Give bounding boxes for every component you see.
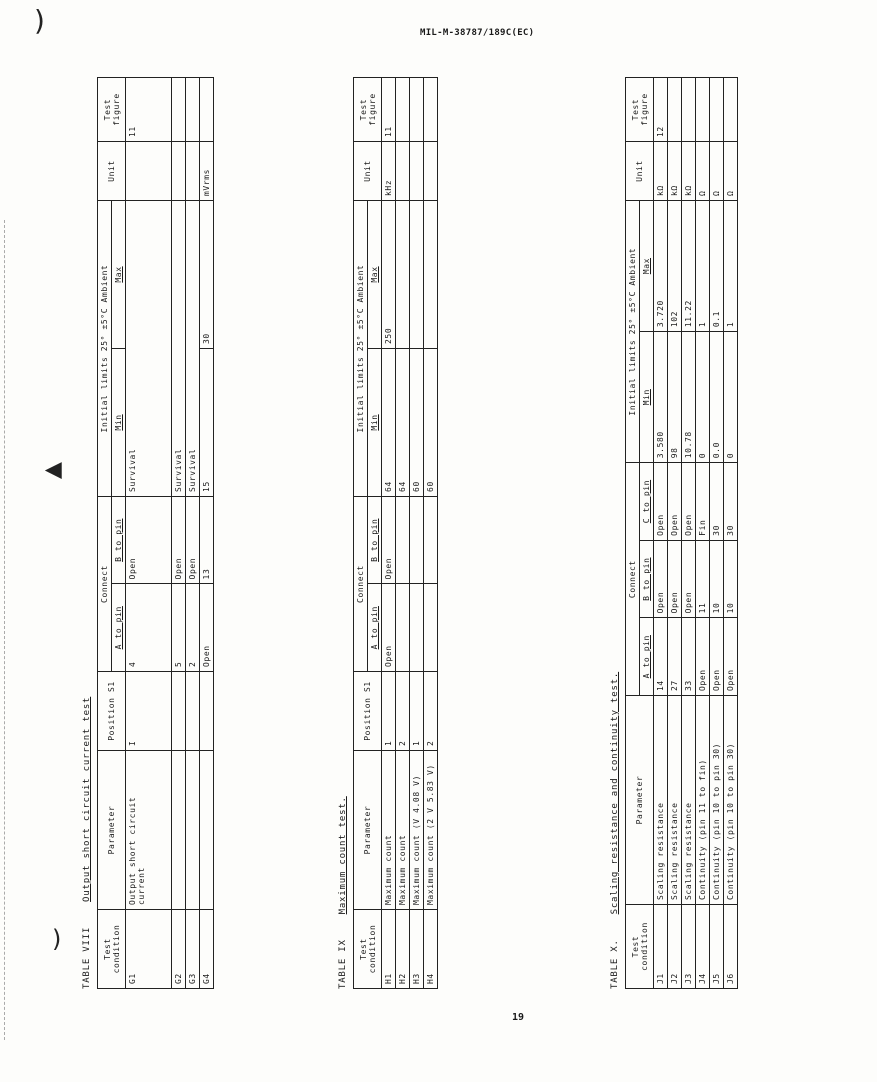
table-row bbox=[410, 78, 424, 989]
col-header-limits: Initial limits 25° ±5°C Ambient bbox=[626, 201, 640, 463]
table-cell: Open bbox=[668, 540, 682, 618]
table-viii-caption: TABLE VIII Output short circuit current test bbox=[82, 696, 92, 989]
table-cell: mVrms bbox=[200, 142, 214, 201]
table-cell bbox=[396, 584, 410, 672]
table-row bbox=[396, 78, 410, 989]
table-cell: 30 bbox=[724, 463, 738, 541]
table-cell: Open bbox=[382, 584, 396, 672]
table-cell: J6 bbox=[724, 905, 738, 989]
col-header-parameter: Parameter bbox=[354, 751, 382, 910]
table-cell: 98 bbox=[668, 332, 682, 463]
col-header-test-figure: Test figure bbox=[626, 78, 654, 142]
table-cell: Open bbox=[682, 463, 696, 541]
subheader-a-to-pin: A to pin bbox=[368, 584, 382, 672]
table-row bbox=[186, 78, 200, 989]
table-cell bbox=[396, 496, 410, 584]
table-cell: 2 bbox=[186, 584, 200, 672]
table-cell: Scaling resistance bbox=[654, 696, 668, 905]
col-header-position: Position S1 bbox=[98, 672, 126, 751]
col-header-limits: Initial limits 25° ±5°C Ambient bbox=[354, 201, 368, 497]
table-cell bbox=[424, 496, 438, 584]
col-header-test-figure: Test figure bbox=[354, 78, 382, 142]
table-row bbox=[172, 78, 186, 989]
punch-hole-mark-bottom: ) bbox=[52, 925, 62, 953]
table-cell: 3.720 bbox=[654, 201, 668, 332]
table-cell: Open bbox=[200, 584, 214, 672]
table-cell bbox=[200, 672, 214, 751]
table-cell: 15 bbox=[200, 349, 214, 497]
table-cell: J2 bbox=[668, 905, 682, 989]
table-cell: Open bbox=[654, 463, 668, 541]
table-cell: G4 bbox=[200, 910, 214, 989]
table-cell: Open bbox=[682, 540, 696, 618]
table-cell bbox=[668, 78, 682, 142]
table-cell bbox=[172, 142, 186, 201]
table-cell: Maximum count (V 4.08 V) bbox=[410, 751, 424, 910]
table-row bbox=[382, 78, 396, 989]
table-cell: 10 bbox=[710, 540, 724, 618]
table-cell: G3 bbox=[186, 910, 200, 989]
table-cell: G2 bbox=[172, 910, 186, 989]
table-cell: 102 bbox=[668, 201, 682, 332]
table-cell: 0 bbox=[724, 332, 738, 463]
table-cell bbox=[186, 142, 200, 201]
table-cell: J3 bbox=[682, 905, 696, 989]
table-cell: 1 bbox=[382, 672, 396, 751]
table-cell: Maximum count (2 V 5.83 V) bbox=[424, 751, 438, 910]
table-ix-region bbox=[338, 77, 568, 989]
table-cell: Open bbox=[710, 618, 724, 696]
table-cell: 1 bbox=[696, 201, 710, 332]
table-cell: H3 bbox=[410, 910, 424, 989]
table-x-region bbox=[610, 77, 865, 989]
table-cell bbox=[410, 584, 424, 672]
table-cell: Survival bbox=[172, 201, 186, 497]
subheader-min: Min bbox=[112, 349, 126, 497]
table-cell: 0 bbox=[696, 332, 710, 463]
subheader-max: Max bbox=[112, 201, 126, 349]
table-cell: J1 bbox=[654, 905, 668, 989]
col-header-test-condition: Test condition bbox=[626, 905, 654, 989]
col-header-unit: Unit bbox=[98, 142, 126, 201]
col-header-unit: Unit bbox=[354, 142, 382, 201]
table-cell bbox=[724, 78, 738, 142]
table-cell bbox=[410, 142, 424, 201]
subheader-b-to-pin: B to pin bbox=[112, 496, 126, 584]
table-cell: 11 bbox=[696, 540, 710, 618]
table-cell bbox=[682, 78, 696, 142]
subheader-a-to-pin: A to pin bbox=[112, 584, 126, 672]
table-row bbox=[696, 78, 710, 989]
table-cell: Ω bbox=[724, 142, 738, 201]
table-cell: Ω bbox=[696, 142, 710, 201]
table-cell: Continuity (pin 10 to pin 30) bbox=[710, 696, 724, 905]
punch-hole-mark-middle: ▲ bbox=[39, 462, 65, 479]
table-cell bbox=[396, 201, 410, 349]
table-cell: Scaling resistance bbox=[668, 696, 682, 905]
table-row bbox=[654, 78, 668, 989]
table-cell bbox=[172, 78, 186, 142]
col-header-parameter: Parameter bbox=[98, 751, 126, 910]
table-cell bbox=[200, 78, 214, 142]
table-cell: 64 bbox=[382, 349, 396, 497]
col-header-test-condition: Test condition bbox=[354, 910, 382, 989]
table-cell: 60 bbox=[424, 349, 438, 497]
col-header-connect: Connect bbox=[354, 496, 368, 671]
table-cell: G1 bbox=[126, 910, 172, 989]
table-cell: 14 bbox=[654, 618, 668, 696]
table-cell bbox=[200, 751, 214, 910]
table-viii bbox=[97, 77, 214, 989]
table-cell: Open bbox=[696, 618, 710, 696]
table-cell: H2 bbox=[396, 910, 410, 989]
subheader-c-to-pin: C to pin bbox=[640, 463, 654, 541]
table-ix bbox=[353, 77, 438, 989]
subheader-max: Max bbox=[640, 201, 654, 332]
table-cell: 2 bbox=[396, 672, 410, 751]
table-cell: Continuity (pin 10 to pin 30) bbox=[724, 696, 738, 905]
table-viii-region bbox=[82, 77, 282, 989]
table-cell: 13 bbox=[200, 496, 214, 584]
col-header-position: Position S1 bbox=[354, 672, 382, 751]
table-cell bbox=[424, 142, 438, 201]
table-x-caption: TABLE X. Scaling resistance and continuity test. bbox=[610, 671, 620, 989]
table-cell bbox=[126, 142, 172, 201]
table-ix-caption: TABLE IX Maximum count test. bbox=[338, 796, 348, 989]
table-cell: Maximum count bbox=[396, 751, 410, 910]
table-cell: 30 bbox=[710, 463, 724, 541]
table-cell: 11 bbox=[382, 78, 396, 142]
table-cell bbox=[172, 672, 186, 751]
table-cell: kHz bbox=[382, 142, 396, 201]
table-cell: 10 bbox=[724, 540, 738, 618]
table-cell: 1 bbox=[724, 201, 738, 332]
table-cell bbox=[186, 78, 200, 142]
subheader-a-to-pin: A to pin bbox=[640, 618, 654, 696]
table-x bbox=[625, 77, 738, 989]
table-row bbox=[682, 78, 696, 989]
table-cell bbox=[410, 496, 424, 584]
table-cell: 10.78 bbox=[682, 332, 696, 463]
table-cell: J5 bbox=[710, 905, 724, 989]
table-cell bbox=[696, 78, 710, 142]
subheader-b-to-pin: B to pin bbox=[368, 496, 382, 584]
col-header-connect: Connect bbox=[98, 496, 112, 671]
table-cell: Ω bbox=[710, 142, 724, 201]
scan-edge-line bbox=[4, 220, 6, 1040]
col-header-limits: Initial limits 25° ±5°C Ambient bbox=[98, 201, 112, 497]
table-cell bbox=[710, 78, 724, 142]
table-cell: I bbox=[126, 672, 172, 751]
table-cell: Open bbox=[668, 463, 682, 541]
table-cell bbox=[410, 201, 424, 349]
table-cell: 12 bbox=[654, 78, 668, 142]
table-cell bbox=[424, 201, 438, 349]
document-header: MIL-M-38787/189C(EC) bbox=[420, 28, 535, 38]
table-cell: 5 bbox=[172, 584, 186, 672]
table-cell: 30 bbox=[200, 201, 214, 349]
table-cell: 3.580 bbox=[654, 332, 668, 463]
table-cell bbox=[172, 751, 186, 910]
table-cell: Output short circuit current bbox=[126, 751, 172, 910]
table-cell: 1 bbox=[410, 672, 424, 751]
table-cell: Maximum count bbox=[382, 751, 396, 910]
table-cell: H4 bbox=[424, 910, 438, 989]
table-cell: 4 bbox=[126, 584, 172, 672]
subheader-max: Max bbox=[368, 201, 382, 349]
table-cell: 0.1 bbox=[710, 201, 724, 332]
table-cell: 2 bbox=[424, 672, 438, 751]
table-cell: Continuity (pin 11 to fin) bbox=[696, 696, 710, 905]
table-cell: H1 bbox=[382, 910, 396, 989]
col-header-unit: Unit bbox=[626, 142, 654, 201]
table-row bbox=[668, 78, 682, 989]
table-cell: 11 bbox=[126, 78, 172, 142]
table-cell bbox=[396, 142, 410, 201]
table-cell: Open bbox=[126, 496, 172, 584]
table-row bbox=[724, 78, 738, 989]
table-cell: Open bbox=[724, 618, 738, 696]
table-x-title: Scaling resistance and continuity test. bbox=[610, 671, 620, 915]
table-row bbox=[710, 78, 724, 989]
col-header-test-condition: Test condition bbox=[98, 910, 126, 989]
table-cell: Open bbox=[654, 540, 668, 618]
page-number: 19 bbox=[512, 1012, 525, 1023]
subheader-b-to-pin: B to pin bbox=[640, 540, 654, 618]
table-cell: 64 bbox=[396, 349, 410, 497]
col-header-test-figure: Test figure bbox=[98, 78, 126, 142]
table-row bbox=[200, 78, 214, 989]
table-cell bbox=[410, 78, 424, 142]
table-cell: 27 bbox=[668, 618, 682, 696]
table-cell: Open bbox=[186, 496, 200, 584]
table-cell: Survival bbox=[186, 201, 200, 497]
punch-hole-mark-top: ) bbox=[34, 4, 45, 37]
table-cell bbox=[186, 751, 200, 910]
table-cell: 33 bbox=[682, 618, 696, 696]
table-row bbox=[424, 78, 438, 989]
table-ix-title: Maximum count test. bbox=[338, 796, 348, 915]
table-cell bbox=[424, 78, 438, 142]
table-cell bbox=[186, 672, 200, 751]
table-cell: Survival bbox=[126, 201, 172, 497]
col-header-parameter: Parameter bbox=[626, 696, 654, 905]
table-cell bbox=[424, 584, 438, 672]
table-cell: Scaling resistance bbox=[682, 696, 696, 905]
table-row bbox=[126, 78, 172, 989]
table-cell: 0.0 bbox=[710, 332, 724, 463]
subheader-min: Min bbox=[368, 349, 382, 497]
table-cell: kΩ bbox=[682, 142, 696, 201]
table-cell: J4 bbox=[696, 905, 710, 989]
table-viii-title: Output short circuit current test bbox=[82, 696, 92, 902]
col-header-connect: Connect bbox=[626, 463, 640, 696]
table-cell: 11.22 bbox=[682, 201, 696, 332]
table-cell: 60 bbox=[410, 349, 424, 497]
table-cell: Fin bbox=[696, 463, 710, 541]
table-cell: kΩ bbox=[654, 142, 668, 201]
table-cell: Open bbox=[382, 496, 396, 584]
table-cell: kΩ bbox=[668, 142, 682, 201]
table-cell: Open bbox=[172, 496, 186, 584]
subheader-min: Min bbox=[640, 332, 654, 463]
table-cell bbox=[396, 78, 410, 142]
table-cell: 250 bbox=[382, 201, 396, 349]
